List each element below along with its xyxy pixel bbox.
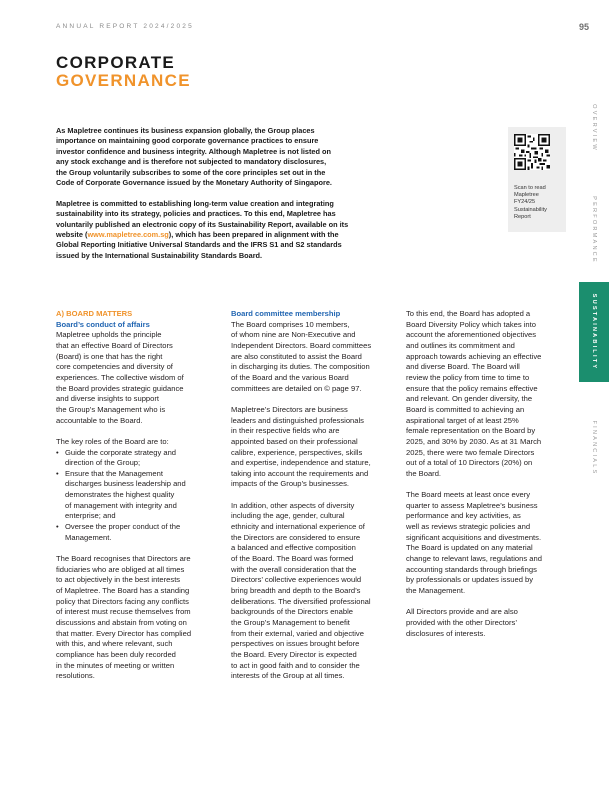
text-line: Global Reporting Initiative Universal Standards and the IFRS S1 and S2 standards — [56, 240, 342, 250]
text-line: • Guide the corporate strategy and — [65, 447, 177, 457]
text-line: investor confidence and business integrity. Although Mapletree is not listed on — [56, 146, 332, 156]
text-line: the Directors are considered to ensure — [231, 532, 361, 542]
text-line: The Board meets at least once every — [406, 490, 531, 500]
side-tab-label: PERFORMANCE — [591, 196, 597, 264]
text-line: Board is committed to achieving an — [406, 404, 525, 414]
text-line: to act in good faith and to consider the — [231, 660, 360, 670]
text-line: 2025, and 30% by 2030. As at 31 March — [406, 436, 542, 446]
text-line: in discharging its duties. The composition — [231, 362, 370, 372]
text-line: • Oversee the proper conduct of the — [65, 522, 181, 532]
side-tab-financials[interactable] — [579, 400, 609, 495]
text-line: appointed based on their professional — [231, 436, 358, 446]
text-line: Scan to read — [514, 185, 546, 191]
text-line: policy that Directors facing any conflicts — [56, 596, 189, 606]
text-line: to act objectively in the best interests — [56, 575, 181, 585]
intro-paragraph-2 — [56, 199, 401, 261]
side-tab-performance[interactable] — [579, 180, 609, 280]
text-line: Mapletree’s Directors are business — [231, 404, 348, 414]
text-line: calibre, experience, perspectives, skills — [231, 447, 363, 457]
text-line: of management with integrity and — [65, 500, 177, 510]
qr-code-icon[interactable] — [514, 134, 550, 170]
side-tab-label: SUSTAINABILITY — [591, 293, 597, 371]
text-line: leaders and distinguished professionals — [231, 415, 364, 425]
text-line: (Board) is one that has the right — [56, 351, 163, 361]
text-line: that an effective Board of Directors — [56, 340, 173, 350]
text-line: Mapletree upholds the principle — [56, 330, 162, 340]
text-line: of the Board. The Board was formed — [231, 554, 354, 564]
text-line: fiduciaries who are obliged at all times — [56, 564, 185, 574]
qr-code-panel — [508, 127, 566, 232]
text-line: the Board. Every Director is expected — [231, 649, 357, 659]
intro-paragraph-1 — [56, 126, 401, 188]
text-line: review the policy from time to time to — [406, 372, 530, 382]
text-line: the Group voluntarily subscribes to some of the core principles set out in the — [56, 167, 326, 177]
text-line: deliberations. The diversified professional — [231, 596, 371, 606]
text-line: disclosures of interests. — [406, 628, 486, 638]
text-line: and expertise, independence and stature, — [231, 458, 371, 468]
subheading-board-conduct: Board’s conduct of affairs — [56, 319, 150, 329]
text-line: well as reviews strategic policies and — [406, 522, 531, 532]
text-line: the Board provides strategic guidance — [56, 383, 184, 393]
text-line: In addition, other aspects of diversity — [231, 500, 355, 510]
body-paragraph — [406, 309, 569, 480]
list-item — [56, 448, 218, 469]
text-line: with this, and where relevant, such — [56, 639, 173, 649]
website-link[interactable]: www.mapletree.com.sg — [87, 230, 169, 240]
intro-text — [56, 126, 401, 272]
text-line: impacts of the Group’s businesses. — [231, 479, 350, 489]
text-line: with the overall consideration that the — [231, 564, 357, 574]
text-line: any stock exchange and is therefore not subjected to mandatory disclosures, — [56, 157, 327, 167]
section-heading: A) BOARD MATTERS — [56, 309, 133, 318]
text-line: the Group’s Management to benefit — [231, 618, 350, 627]
text-line: accountable to the Board. — [56, 415, 143, 425]
text-line: • Ensure that the Management — [65, 468, 163, 478]
text-line: the Management. — [406, 586, 466, 596]
text-line: Report — [514, 213, 531, 220]
column-2 — [231, 309, 396, 693]
text-line: discharges business leadership and — [65, 479, 186, 489]
text-line: enterprise; and — [65, 511, 116, 521]
text-line: including the age, gender, cultural — [231, 511, 345, 521]
text-line: FY24/25 — [514, 199, 536, 206]
text-line: 2025, there were two female Directors — [406, 447, 535, 457]
text-line: ensure that the policy remains effective — [406, 383, 538, 393]
text-line: in their respective fields who are — [231, 426, 340, 436]
text-line: and outlines its commitment and — [406, 340, 515, 350]
text-line: aspirational target of at least 25% — [406, 415, 519, 425]
text-line: discussions and abstain from voting on — [56, 618, 187, 627]
text-line: account the aforementioned objectives — [406, 330, 537, 340]
board-roles-list — [56, 448, 218, 544]
text-line: issued by the International Sustainability Standards Board. — [56, 250, 263, 260]
text-line: All Directors provide and are also — [406, 607, 518, 617]
text-line: interests of the Group at all times. — [231, 671, 345, 681]
text-line: of interest must recuse themselves from — [56, 607, 191, 617]
text-line: of Mapletree. The Board has a standing — [56, 586, 190, 596]
text-line: and diverse Board. The Board will — [406, 362, 520, 372]
text-line: core competencies and diversity of — [56, 362, 173, 372]
text-line: provided with the other Directors’ — [406, 618, 518, 627]
text-line: and relevant. On gender diversity, the — [406, 394, 533, 404]
text-line: in the minutes of meeting or written — [56, 660, 175, 670]
text-line: Management. — [65, 532, 112, 542]
text-line: The Board is updated on any material — [406, 543, 533, 553]
side-tab-overview[interactable] — [579, 80, 609, 175]
text-line: a balanced and effective composition — [231, 543, 356, 553]
intro-p2-lines-before — [56, 199, 401, 230]
body-paragraph — [231, 320, 396, 395]
text-line: Independent Directors. Board committees — [231, 340, 372, 350]
website-prefix: website ( — [56, 230, 88, 240]
body-paragraph — [406, 490, 569, 597]
text-line: Directors’ collective experiences would — [231, 575, 362, 585]
text-line: backgrounds of the Directors enable — [231, 607, 353, 617]
text-line: approach towards achieving an effective — [406, 351, 542, 361]
text-line: performance and key activities, as — [406, 511, 521, 521]
body-paragraph — [56, 554, 218, 682]
text-line: and diverse insights to support — [56, 394, 159, 404]
page-number: 95 — [578, 22, 589, 32]
intro-website-line — [56, 230, 401, 240]
list-item — [56, 469, 218, 522]
side-tab-label: FINANCIALS — [591, 420, 597, 475]
text-line: As Mapletree continues its business expansion globally, the Group places — [56, 126, 315, 135]
text-line: committees are detailed on © page 97. — [231, 383, 362, 393]
text-line: importance on maintaining good corporate governance practices to ensure — [56, 136, 319, 146]
text-line: from their external, varied and objective — [231, 628, 364, 638]
column-3 — [406, 309, 569, 650]
body-paragraph — [231, 405, 396, 490]
text-line: The Board comprises 10 members, — [231, 319, 350, 329]
text-line: of whom nine are Non-Executive and — [231, 330, 356, 340]
text-line: direction of the Group; — [65, 458, 141, 468]
text-line: Mapletree — [514, 192, 539, 199]
text-line: that matter. Every Director has complied — [56, 628, 192, 638]
page-title — [56, 54, 191, 90]
body-paragraph — [56, 330, 218, 426]
intro-p2-lines-after — [56, 240, 401, 261]
text-line: of the Board and the various Board — [231, 372, 349, 382]
text-line: The Board recognises that Directors are — [56, 554, 191, 564]
text-line: compliance has been duly recorded — [56, 649, 176, 659]
page-title-line1: CORPORATE — [56, 53, 176, 72]
text-line: female representation on the Board by — [406, 426, 536, 436]
side-tab-label: OVERVIEW — [591, 103, 597, 152]
text-line: experiences. The collective wisdom of — [56, 372, 184, 382]
text-line: change to relevant laws, regulations and — [406, 554, 542, 564]
subheading-committee-membership: Board committee membership — [231, 309, 341, 318]
text-line: Board Diversity Policy which takes into — [406, 319, 536, 329]
side-tab-sustainability[interactable] — [579, 282, 609, 382]
text-line: Code of Corporate Governance issued by the Monetary Authority of Singapore. — [56, 178, 332, 188]
qr-caption — [514, 185, 564, 221]
text-line: Mapletree is committed to establishing long-term value creation and integrating — [56, 198, 334, 208]
column-1 — [56, 309, 218, 693]
text-line: out of a total of 10 Directors (20%) on — [406, 458, 533, 468]
body-paragraph — [56, 437, 218, 448]
page-title-line2: GOVERNANCE — [56, 71, 191, 90]
text-line: the Group’s Management who is — [56, 404, 166, 414]
list-item — [56, 522, 218, 543]
text-line: accounting standards through briefings — [406, 564, 537, 574]
text-line: the Board. — [406, 468, 442, 478]
report-label: ANNUAL REPORT 2024/2025 — [56, 23, 194, 30]
website-suffix: ), which has been prepared in alignment with the — [168, 230, 339, 240]
text-line: demonstrates the highest quality — [65, 490, 175, 500]
text-line: ethnicity and international experience of — [231, 522, 365, 532]
text-line: by professionals or updates issued by — [406, 575, 534, 585]
text-line: To this end, the Board has adopted a — [406, 309, 531, 318]
text-line: The key roles of the Board are to: — [56, 436, 169, 446]
text-line: voluntarily published an electronic copy of its Sustainability Report, available on its — [56, 219, 349, 229]
text-line: bring breadth and depth to the Board’s — [231, 586, 361, 596]
body-paragraph — [231, 501, 396, 682]
text-line: sustainability into its strategy, policies and practices. To this end, Mapletree has — [56, 209, 336, 219]
body-paragraph — [406, 607, 569, 639]
text-line: Sustainability — [514, 206, 547, 213]
text-line: are also constituted to assist the Board — [231, 351, 362, 361]
text-line: resolutions. — [56, 671, 95, 681]
text-line: quarter to assess Mapletree’s business — [406, 500, 538, 510]
text-line: perspectives on issues brought before — [231, 639, 360, 649]
text-line: taking into account the requirements and — [231, 468, 369, 478]
text-line: significant acquisitions and divestments. — [406, 532, 542, 542]
